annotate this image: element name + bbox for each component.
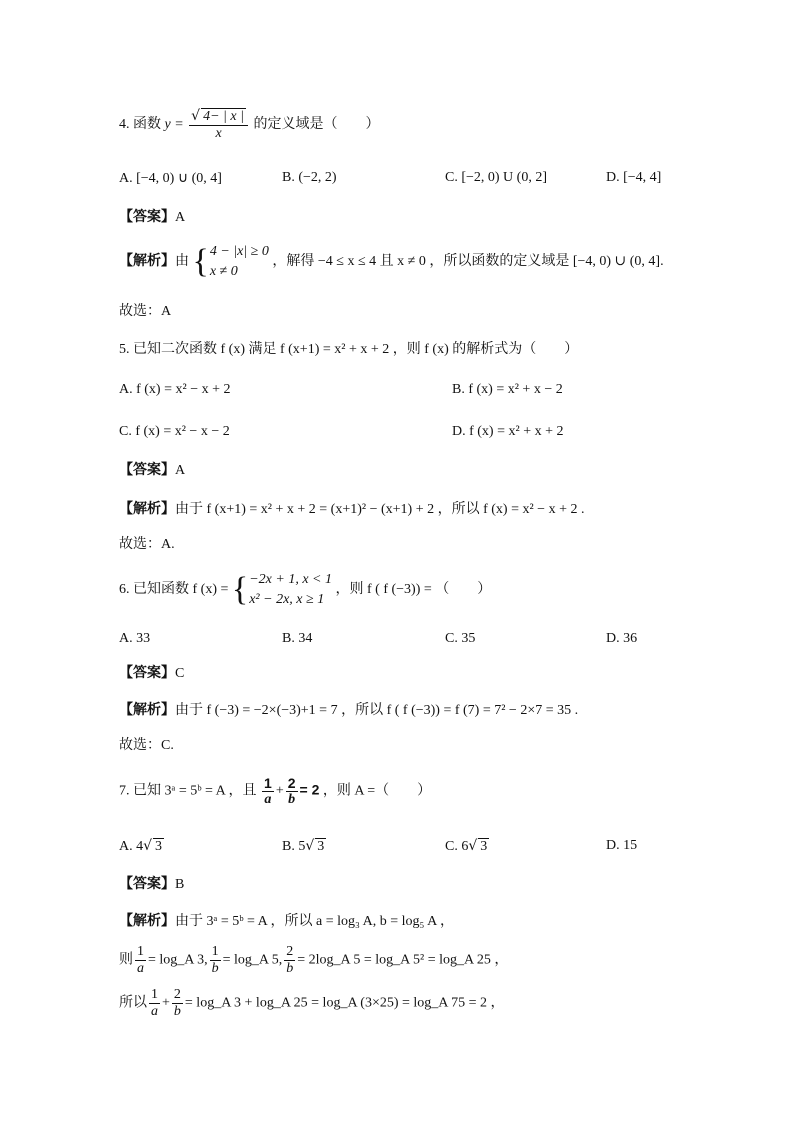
q5-analysis-label: 【解析】 [119,500,175,516]
q7-line2-frac-2 [210,944,221,977]
q7-analysis-text-1: 由于 3ᵃ = 5ᵇ = A ，所以 a = log₃ A, b = log₅ A ， [175,914,454,929]
q6-analysis-label: 【解析】 [119,701,175,717]
q7-plus: + [275,783,284,799]
q7-option-a-rad: 3 [155,839,163,854]
q7-option-a: A. 4√ 3 [119,838,163,854]
q7-analysis-line-2 [119,944,508,977]
q7-option-b-pre: B. 5 [282,839,306,854]
q6-stem-post: ，则 f ( f (−3)) = （ ） [335,582,492,598]
q5-answer [119,460,185,480]
q7-line3-plus: + [162,995,170,1011]
q5-analysis-text: 由于 f (x+1) = x² + x + 2 = (x+1)² − (x+1) + 2 ，所以 f (x) = x² − x + 2 . [175,502,585,517]
q7-line3-frac-2-num: 2 [173,987,181,1002]
q7-frac-1-den: a [264,792,272,807]
q4-analysis-post: ，解得 −4 ≤ x ≤ 4 且 x ≠ 0 ，所以函数的定义域是 [−4, 0) ∪ (0, 4]. [272,254,664,270]
q4-analysis-pre: 由 [175,254,189,270]
q7-stem-post: ，则 A =（ ） [322,783,432,799]
q6-case-2: x² − 2x, x ≥ 1 [249,592,325,607]
q4-fraction: $\frac{√ 4- | x |}{x}$ [189,108,248,142]
q4-cases [210,242,269,282]
q5-answer-label: 【答案】 [119,461,175,477]
q7-line2-frac-1 [135,944,146,977]
q7-line2-m3: = 2log_A 5 = log_A 5² = log_A 25 ， [297,952,509,968]
q7-line2-frac-3-den: b [286,961,294,976]
q4-suffix: 的定义域是（ ） [253,117,380,133]
q4-option-c: C. [−2, 0) U (0, 2] [445,170,547,185]
q4-answer-label: 【答案】 [119,208,175,224]
q4-option-a: A. [−4, 0) ∪ (0, 4] [119,171,222,186]
q7-line3-frac-2 [172,987,183,1020]
q4-denominator: x [215,126,222,141]
q5-conclusion: 故选：A. [119,537,175,552]
q7-line2-frac-1-den: a [137,961,144,976]
q7-line3-frac-2-den: b [173,1004,181,1019]
q7-answer [119,874,184,894]
q4-conclusion: 故选：A [119,304,172,319]
q7-line3-rest: = log_A 3 + log_A 25 = log_A (3×25) = log_A 75 = 2 ， [184,995,505,1011]
q4-brace: { [192,243,209,280]
q7-frac-2-num: 2 [287,775,296,791]
q4-number: 4. 函数 [119,117,161,133]
q6-case-1: −2x + 1, x < 1 [249,572,332,587]
q5-option-a: A. f (x) = x² − x + 2 [119,382,231,397]
q7-option-c: C. 6√ 3 [445,838,488,854]
q7-option-c-rad: 3 [480,839,488,854]
q6-answer-label: 【答案】 [119,664,175,680]
q6-option-a: A. 33 [119,631,151,646]
q6-answer [119,663,184,683]
q7-line3-frac-1-num: 1 [151,987,158,1002]
q7-frac-2-den: b [288,792,296,807]
q5-analysis [119,499,584,519]
q6-stem [119,570,491,610]
q5-option-c: C. f (x) = x² − x − 2 [119,424,230,439]
q6-cases [249,570,332,610]
q4-case-1: 4 − |x| ≥ 0 [209,244,269,259]
q7-line3-frac-1 [149,987,160,1020]
q7-eq: = 2 [299,781,320,798]
q4-answer [119,207,185,227]
q7-line2-frac-2-num: 1 [211,944,219,959]
q7-frac-1 [262,775,274,808]
q5-option-b: B. f (x) = x² + x − 2 [452,382,563,397]
q7-line3-frac-1-den: a [151,1004,158,1019]
q7-analysis-label: 【解析】 [119,912,175,928]
q7-option-b-rad: 3 [317,839,325,854]
q7-line2-pre: 则 [119,952,133,968]
q4-option-d: D. [−4, 4] [606,170,662,185]
q4-analysis-label: 【解析】 [119,252,175,269]
q7-stem [119,775,431,808]
q7-option-c-pre: C. 6 [445,839,469,854]
q5-option-d: D. f (x) = x² + x + 2 [452,424,564,439]
q7-answer-value: B [175,877,185,892]
q4-stem [119,108,379,142]
q5-stem: 5. 已知二次函数 f (x) 满足 f (x+1) = x² + x + 2 ，则 f (x) 的解析式为（ ） [119,342,579,357]
q7-analysis-line-1 [119,911,454,931]
q4-option-b: B. (−2, 2) [282,170,337,185]
q7-line2-frac-2-den: b [211,961,219,976]
q6-brace: { [231,571,249,608]
q4-answer-value: A [175,210,186,225]
q7-line2-frac-3-num: 2 [286,944,294,959]
q7-line2-frac-3 [284,944,295,977]
q4-y-eq: y = [164,117,184,133]
q7-option-d: D. 15 [606,838,638,853]
q7-analysis-line-3 [119,987,505,1020]
q6-stem-pre: 6. 已知函数 f (x) = [119,582,229,598]
q7-option-a-pre: A. 4 [119,839,144,854]
q7-answer-label: 【答案】 [119,875,175,891]
q4-analysis [119,242,664,282]
q6-analysis [119,700,578,720]
q7-frac-2 [286,775,298,808]
q6-answer-value: C [175,666,185,681]
q7-frac-1-num: 1 [264,775,272,791]
q6-conclusion: 故选：C. [119,738,174,753]
q6-analysis-text: 由于 f (−3) = −2×(−3)+1 = 7 ，所以 f ( f (−3)) = f (7) = 7² − 2×7 = 35 . [175,703,579,718]
q5-answer-value: A [175,463,186,478]
q6-option-c: C. 35 [445,631,476,646]
q7-stem-pre: 7. 已知 3ᵃ = 5ᵇ = A ，且 [119,783,257,799]
q7-option-b: B. 5√ 3 [282,838,325,854]
q6-option-b: B. 34 [282,631,313,646]
q4-root-expr: 4− | x | [203,109,244,124]
q6-option-d: D. 36 [606,631,638,646]
q7-line2-frac-1-num: 1 [137,944,144,959]
q7-line2-m1: = log_A 3, [148,952,208,968]
q7-line3-pre: 所以 [119,995,147,1011]
q4-case-2: x ≠ 0 [209,264,238,279]
q7-line2-m2: = log_A 5, [222,952,283,968]
